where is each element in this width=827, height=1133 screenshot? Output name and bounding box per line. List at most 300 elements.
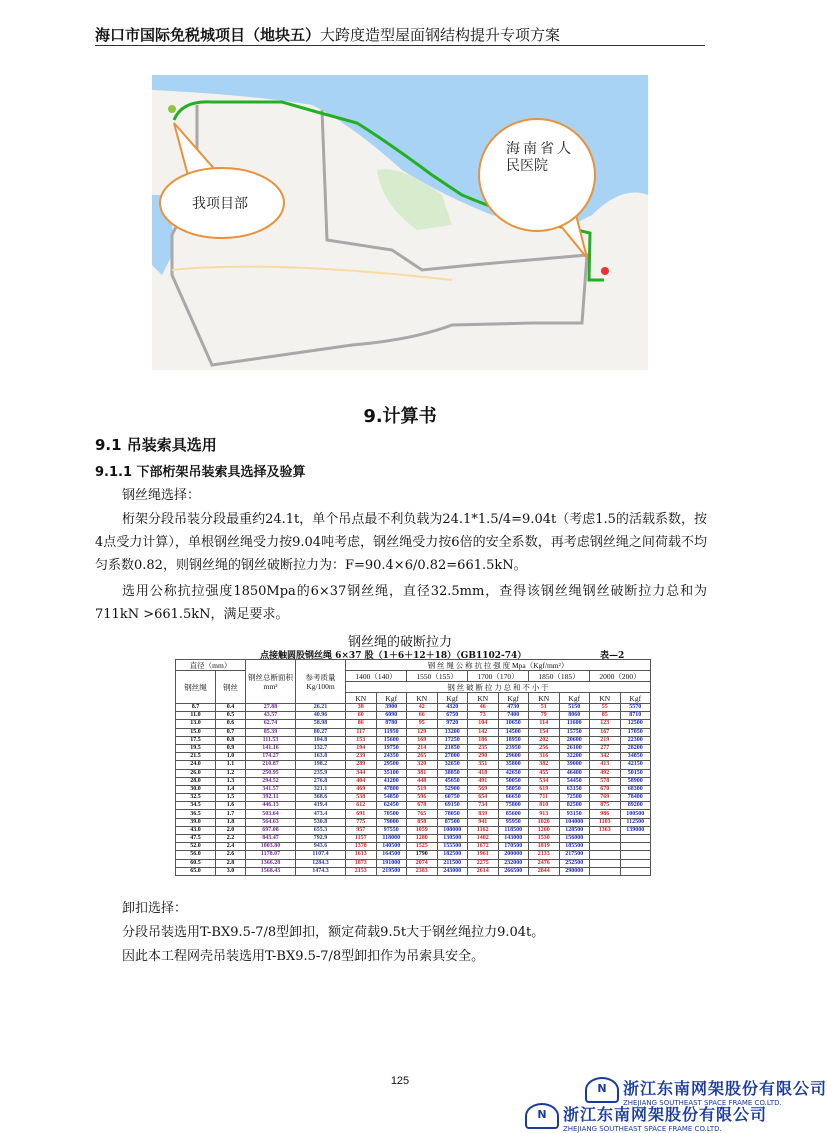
wire-diameter: 2.0 — [216, 826, 246, 834]
table-row — [176, 826, 651, 834]
kgf-cell: 266500 — [498, 867, 529, 875]
wire-diameter: 0.5 — [216, 712, 246, 720]
rope-diameter: 28.0 — [176, 777, 216, 785]
header-unit: Kgf — [498, 693, 529, 704]
kgf-cell: 23950 — [498, 744, 529, 752]
kn-cell: 202 — [529, 736, 560, 744]
kn-cell: 2133 — [529, 851, 560, 859]
table-row — [176, 794, 651, 802]
kgf-cell: 8060 — [559, 712, 590, 720]
kgf-cell: 58900 — [620, 777, 651, 785]
rope-diameter: 34.5 — [176, 802, 216, 810]
kn-cell: 875 — [590, 802, 621, 810]
kn-cell: 1378 — [346, 843, 377, 851]
kn-cell: 1260 — [529, 826, 560, 834]
header-unit: Kgf — [437, 693, 468, 704]
table-row — [176, 810, 651, 818]
kgf-cell: 50150 — [620, 769, 651, 777]
kn-cell: 73 — [468, 712, 499, 720]
kgf-cell: 140500 — [376, 843, 407, 851]
mass-cell: 40.96 — [296, 712, 346, 720]
kgf-cell: 54850 — [376, 794, 407, 802]
kn-cell: 2153 — [346, 867, 377, 875]
rope-diameter: 56.0 — [176, 851, 216, 859]
kn-cell: 957 — [346, 826, 377, 834]
kn-cell: 289 — [346, 761, 377, 769]
company-emblem-icon: N — [585, 1077, 619, 1103]
kn-cell: 2614 — [468, 867, 499, 875]
kgf-cell: 34850 — [620, 753, 651, 761]
header-strength: 钢 丝 绳 公 称 抗 拉 强 度 Mpa（Kgf/mm²） — [346, 660, 651, 671]
rope-diameter: 24.0 — [176, 761, 216, 769]
mass-cell: 943.6 — [296, 843, 346, 851]
header-wire: 钢丝 — [216, 671, 246, 704]
kn-cell: 342 — [590, 753, 621, 761]
wire-diameter: 2.2 — [216, 835, 246, 843]
wire-diameter: 1.4 — [216, 785, 246, 793]
table-row — [176, 712, 651, 720]
header-unit: KN — [529, 693, 560, 704]
kgf-cell: 42650 — [498, 769, 529, 777]
kgf-cell: 38850 — [437, 769, 468, 777]
table-row — [176, 818, 651, 826]
kgf-cell: 97550 — [376, 826, 407, 834]
kgf-cell: 4320 — [437, 704, 468, 712]
table-row — [176, 835, 651, 843]
area-cell: 843.47 — [246, 835, 296, 843]
kgf-cell: 52900 — [437, 785, 468, 793]
kgf-cell: 8710 — [620, 712, 651, 720]
header-grade: 1700（170） — [468, 671, 529, 682]
mass-cell: 792.9 — [296, 835, 346, 843]
kgf-cell: 9720 — [437, 720, 468, 728]
kgf-cell: 156000 — [559, 835, 590, 843]
subsubsection-title: 9.1.1 下部桁架吊装索具选择及验算 — [95, 465, 306, 480]
rope-diameter: 13.0 — [176, 720, 216, 728]
kgf-cell: 10650 — [498, 720, 529, 728]
wire-diameter: 1.8 — [216, 818, 246, 826]
kn-cell: 129 — [407, 728, 438, 736]
kgf-cell: 164500 — [376, 851, 407, 859]
wire-diameter: 1.6 — [216, 802, 246, 810]
kn-cell: 235 — [468, 744, 499, 752]
kn-cell: 654 — [468, 794, 499, 802]
kn-cell: 765 — [407, 810, 438, 818]
table-row — [176, 859, 651, 867]
kgf-cell: 5150 — [559, 704, 590, 712]
kgf-cell: 54450 — [559, 777, 590, 785]
kgf-cell: 93150 — [559, 810, 590, 818]
header-grade: 1400（140） — [346, 671, 407, 682]
kgf-cell: 68300 — [620, 785, 651, 793]
kgf-cell: 85600 — [498, 810, 529, 818]
kn-cell: 123 — [590, 720, 621, 728]
kn-cell: 418 — [468, 769, 499, 777]
kgf-cell: 39000 — [559, 761, 590, 769]
wire-diameter: 1.7 — [216, 810, 246, 818]
mass-cell: 1284.3 — [296, 859, 346, 867]
rope-diameter: 47.5 — [176, 835, 216, 843]
company-name-cn: 浙江东南网架股份有限公司 — [623, 1079, 827, 1098]
company-name-en: ZHEJIANG SOUTHEAST SPACE FRAME CO.LTD. — [623, 1098, 782, 1107]
route-map — [152, 75, 648, 370]
kn-cell: 381 — [407, 769, 438, 777]
mass-cell: 26.21 — [296, 704, 346, 712]
table-row — [176, 744, 651, 752]
rope-diameter: 32.5 — [176, 794, 216, 802]
mass-cell: 530.8 — [296, 818, 346, 826]
kn-cell: 455 — [529, 769, 560, 777]
kn-cell: 1103 — [590, 818, 621, 826]
kn-cell: 219 — [590, 736, 621, 744]
kn-cell: 469 — [346, 785, 377, 793]
kn-cell: 42 — [407, 704, 438, 712]
kn-cell: 95 — [407, 720, 438, 728]
kgf-cell: 232000 — [498, 859, 529, 867]
kgf-cell: 24350 — [376, 753, 407, 761]
kn-cell — [590, 843, 621, 851]
wire-diameter: 3.0 — [216, 867, 246, 875]
kgf-cell: 130500 — [437, 835, 468, 843]
kn-cell: 46 — [468, 704, 499, 712]
kn-cell: 351 — [468, 761, 499, 769]
rope-diameter: 8.7 — [176, 704, 216, 712]
kn-cell: 769 — [590, 794, 621, 802]
kn-cell: 1530 — [529, 835, 560, 843]
rope-diameter: 60.5 — [176, 859, 216, 867]
page-number: 125 — [390, 1075, 410, 1087]
kn-cell: 538 — [346, 794, 377, 802]
paragraph: 桁架分段吊装分段最重约24.1t，单个吊点最不利负载为24.1*1.5/4=9.04t（考虑1.5的活载系数，按4点受力计算），单根钢丝绳受力按9.04吨考虑，钢丝绳受力按6倍的安全系数，再考虑钢丝绳之间荷载不均匀系数0.82，则钢丝绳的钢丝破断拉力为：F=90.4×6/0.82=661.5kN。 — [95, 512, 707, 573]
kgf-cell: 17250 — [437, 736, 468, 744]
area-cell: 341.57 — [246, 785, 296, 793]
kgf-cell: 28200 — [620, 744, 651, 752]
kgf-cell: 217500 — [559, 851, 590, 859]
kgf-cell: 32650 — [437, 761, 468, 769]
kn-cell: 1873 — [346, 859, 377, 867]
kgf-cell: 47800 — [376, 785, 407, 793]
area-cell: 1178.07 — [246, 851, 296, 859]
kgf-cell: 11950 — [376, 728, 407, 736]
header-diameter: 直径（mm） — [176, 660, 246, 671]
kn-cell: 775 — [346, 818, 377, 826]
kgf-cell: 19750 — [376, 744, 407, 752]
kgf-cell: 3900 — [376, 704, 407, 712]
kgf-cell: 27000 — [437, 753, 468, 761]
header-rule — [95, 45, 705, 46]
area-cell: 27.88 — [246, 704, 296, 712]
kgf-cell: 118000 — [376, 835, 407, 843]
area-cell: 503.64 — [246, 810, 296, 818]
area-cell: 111.53 — [246, 736, 296, 744]
kn-cell: 858 — [407, 818, 438, 826]
table-row — [176, 867, 651, 875]
kgf-cell: 139000 — [620, 826, 651, 834]
kn-cell: 711 — [529, 794, 560, 802]
mass-cell: 321.1 — [296, 785, 346, 793]
kn-cell — [590, 859, 621, 867]
rope-diameter: 19.5 — [176, 744, 216, 752]
kn-cell: 153 — [346, 736, 377, 744]
kn-cell: 534 — [529, 777, 560, 785]
kn-cell: 1280 — [407, 835, 438, 843]
kgf-cell: 29500 — [376, 761, 407, 769]
section-title: 9.计算书 — [363, 406, 437, 427]
kgf-cell: 89200 — [620, 802, 651, 810]
kn-cell: 142 — [468, 728, 499, 736]
callout-hospital-label: 海南省人 — [506, 141, 574, 157]
table-row — [176, 753, 651, 761]
kgf-cell: 6090 — [376, 712, 407, 720]
kn-cell: 154 — [529, 728, 560, 736]
area-cell: 392.11 — [246, 794, 296, 802]
mass-cell: 80.27 — [296, 728, 346, 736]
kn-cell: 38 — [346, 704, 377, 712]
kgf-cell: 32200 — [559, 753, 590, 761]
kgf-cell: 15600 — [376, 736, 407, 744]
wire-diameter: 1.3 — [216, 777, 246, 785]
kgf-cell: 79000 — [376, 818, 407, 826]
kn-cell: 492 — [590, 769, 621, 777]
kn-cell: 413 — [590, 761, 621, 769]
area-cell: 62.74 — [246, 720, 296, 728]
kgf-cell: 8780 — [376, 720, 407, 728]
kn-cell — [590, 835, 621, 843]
kgf-cell: 13200 — [437, 728, 468, 736]
callout-hospital-bubble — [479, 119, 595, 231]
area-cell: 294.52 — [246, 777, 296, 785]
kn-cell: 55 — [590, 704, 621, 712]
kgf-cell: 42150 — [620, 761, 651, 769]
kn-cell: 85 — [590, 712, 621, 720]
company-emblem-icon: N — [525, 1103, 559, 1129]
area-cell: 85.39 — [246, 728, 296, 736]
subsection-title: 9.1 吊装索具选用 — [95, 436, 217, 454]
kgf-cell: 191000 — [376, 859, 407, 867]
kgf-cell: 12500 — [620, 720, 651, 728]
table-row — [176, 785, 651, 793]
mass-cell: 368.6 — [296, 794, 346, 802]
kn-cell: 1819 — [529, 843, 560, 851]
kn-cell: 265 — [407, 753, 438, 761]
kn-cell: 491 — [468, 777, 499, 785]
area-cell: 1568.43 — [246, 867, 296, 875]
rope-diameter: 39.0 — [176, 818, 216, 826]
wire-diameter: 1.5 — [216, 794, 246, 802]
kn-cell: 86 — [346, 720, 377, 728]
kgf-cell: 87500 — [437, 818, 468, 826]
rope-diameter: 52.0 — [176, 843, 216, 851]
kn-cell: 678 — [407, 802, 438, 810]
table-caption: 钢丝绳的破断拉力 — [347, 635, 452, 650]
wire-diameter: 1.2 — [216, 769, 246, 777]
kgf-cell: 104000 — [559, 818, 590, 826]
kn-cell: 1059 — [407, 826, 438, 834]
kn-cell: 2074 — [407, 859, 438, 867]
paragraph: 钢丝绳选择： — [122, 488, 201, 503]
kgf-cell: 26100 — [559, 744, 590, 752]
kgf-cell — [620, 867, 651, 875]
area-cell: 564.63 — [246, 818, 296, 826]
kgf-cell: 41200 — [376, 777, 407, 785]
table-row — [176, 843, 651, 851]
kgf-cell: 118500 — [498, 826, 529, 834]
kn-cell: 290 — [468, 753, 499, 761]
header-unit: Kgf — [559, 693, 590, 704]
header-rope: 钢丝绳 — [176, 671, 216, 704]
kgf-cell: 45650 — [437, 777, 468, 785]
paragraph: 分段吊装选用T-BX9.5-7/8型卸扣，额定荷载9.5t大于钢丝绳拉力9.04t。 — [122, 925, 545, 940]
kn-cell: 619 — [529, 785, 560, 793]
table-title: 点接触圆股钢丝绳 6×37 股（1＋6＋12＋18）（GB1102-74） — [260, 651, 527, 661]
kgf-cell: 182500 — [437, 851, 468, 859]
wire-diameter: 1.0 — [216, 753, 246, 761]
area-cell: 43.57 — [246, 712, 296, 720]
kgf-cell: 46400 — [559, 769, 590, 777]
page-header — [95, 24, 560, 45]
mass-cell: 132.7 — [296, 744, 346, 752]
kgf-cell: 35100 — [376, 769, 407, 777]
kn-cell: 320 — [407, 761, 438, 769]
kn-cell: 448 — [407, 777, 438, 785]
header-unit: Kgf — [620, 693, 651, 704]
wire-diameter: 0.7 — [216, 728, 246, 736]
header-project: 海口市国际免税城项目（地块五） — [95, 26, 321, 44]
kgf-cell: 18950 — [498, 736, 529, 744]
wire-diameter: 0.9 — [216, 744, 246, 752]
callout-hospital-label: 民医院 — [506, 158, 548, 174]
kgf-cell: 11600 — [559, 720, 590, 728]
rope-diameter: 30.0 — [176, 785, 216, 793]
header-unit: KN — [407, 693, 438, 704]
kn-cell: 2275 — [468, 859, 499, 867]
kgf-cell — [620, 835, 651, 843]
kn-cell: 79 — [529, 712, 560, 720]
wire-rope-table — [175, 659, 651, 876]
mass-cell: 198.2 — [296, 761, 346, 769]
kgf-cell: 50050 — [498, 777, 529, 785]
kn-cell: 1613 — [346, 851, 377, 859]
kgf-cell: 100500 — [620, 810, 651, 818]
area-cell: 174.27 — [246, 753, 296, 761]
mass-cell: 163.8 — [296, 753, 346, 761]
kn-cell: 169 — [407, 736, 438, 744]
paragraph: 选用公称抗拉强度1850Mpa的6×37钢丝绳，直径32.5mm，查得该钢丝绳钢丝破断拉力总和为711kN >661.5kN，满足要求。 — [95, 584, 707, 622]
area-cell: 210.87 — [246, 761, 296, 769]
kgf-cell: 15750 — [559, 728, 590, 736]
kgf-cell: 70500 — [376, 810, 407, 818]
mass-cell: 1474.3 — [296, 867, 346, 875]
kgf-cell: 69150 — [437, 802, 468, 810]
header-unit: KN — [590, 693, 621, 704]
table-row — [176, 720, 651, 728]
kgf-cell: 4730 — [498, 704, 529, 712]
kgf-cell: 82500 — [559, 802, 590, 810]
kgf-cell: 219500 — [376, 867, 407, 875]
mass-cell: 235.9 — [296, 769, 346, 777]
header-doc: 大跨度造型屋面钢结构提升专项方案 — [320, 26, 561, 44]
kn-cell: 104 — [468, 720, 499, 728]
rope-diameter: 26.0 — [176, 769, 216, 777]
area-cell: 250.95 — [246, 769, 296, 777]
kn-cell: 186 — [468, 736, 499, 744]
kgf-cell: 72500 — [559, 794, 590, 802]
kn-cell: 2476 — [529, 859, 560, 867]
area-cell: 1366.28 — [246, 859, 296, 867]
table-row — [176, 728, 651, 736]
header-unit: KN — [346, 693, 377, 704]
wire-diameter: 0.6 — [216, 720, 246, 728]
area-cell: 141.16 — [246, 744, 296, 752]
kgf-cell: 60750 — [437, 794, 468, 802]
wire-diameter: 1.1 — [216, 761, 246, 769]
kn-cell: 986 — [590, 810, 621, 818]
kn-cell: 382 — [529, 761, 560, 769]
kn-cell: 596 — [407, 794, 438, 802]
kn-cell: 316 — [529, 753, 560, 761]
kn-cell: 941 — [468, 818, 499, 826]
kgf-cell: 128500 — [559, 826, 590, 834]
mass-cell: 58.98 — [296, 720, 346, 728]
rope-diameter: 36.5 — [176, 810, 216, 818]
kn-cell: 612 — [346, 802, 377, 810]
kgf-cell: 62450 — [376, 802, 407, 810]
table-row — [176, 851, 651, 859]
kn-cell: 256 — [529, 744, 560, 752]
header-break: 钢 丝 破 断 拉 力 总 和 不 小 于 — [346, 682, 651, 693]
rope-diameter: 11.0 — [176, 712, 216, 720]
header-mass: 参考质量 Kg/100m — [296, 660, 346, 704]
kn-cell: 839 — [468, 810, 499, 818]
kgf-cell: 17050 — [620, 728, 651, 736]
mass-cell: 104.8 — [296, 736, 346, 744]
kgf-cell: 14500 — [498, 728, 529, 736]
callout-project-label: 我项目部 — [192, 196, 248, 212]
kgf-cell: 20600 — [559, 736, 590, 744]
kgf-cell: 252500 — [559, 859, 590, 867]
kgf-cell: 290000 — [559, 867, 590, 875]
kgf-cell: 155500 — [437, 843, 468, 851]
table-row — [176, 777, 651, 785]
header-unit: Kgf — [376, 693, 407, 704]
area-cell: 446.13 — [246, 802, 296, 810]
kgf-cell: 58050 — [498, 785, 529, 793]
kn-cell: 578 — [590, 777, 621, 785]
kn-cell: 404 — [346, 777, 377, 785]
wire-diameter: 2.8 — [216, 859, 246, 867]
wire-diameter: 2.6 — [216, 851, 246, 859]
kgf-cell: 170500 — [498, 843, 529, 851]
kgf-cell: 29600 — [498, 753, 529, 761]
rope-diameter: 43.0 — [176, 826, 216, 834]
kgf-cell: 95950 — [498, 818, 529, 826]
kgf-cell: 21850 — [437, 744, 468, 752]
mass-cell: 419.4 — [296, 802, 346, 810]
kn-cell: 66 — [407, 712, 438, 720]
table-row — [176, 802, 651, 810]
kn-cell: 1672 — [468, 843, 499, 851]
kn-cell: 277 — [590, 744, 621, 752]
paragraph: 因此本工程网壳吊装选用T-BX9.5-7/8型卸扣作为吊索具安全。 — [122, 949, 485, 964]
kgf-cell: 6750 — [437, 712, 468, 720]
wire-diameter: 0.8 — [216, 736, 246, 744]
kn-cell: 194 — [346, 744, 377, 752]
kn-cell: 1020 — [529, 818, 560, 826]
kn-cell: 167 — [590, 728, 621, 736]
kn-cell: 734 — [468, 802, 499, 810]
header-grade: 1550（155） — [407, 671, 468, 682]
wire-diameter: 0.4 — [216, 704, 246, 712]
